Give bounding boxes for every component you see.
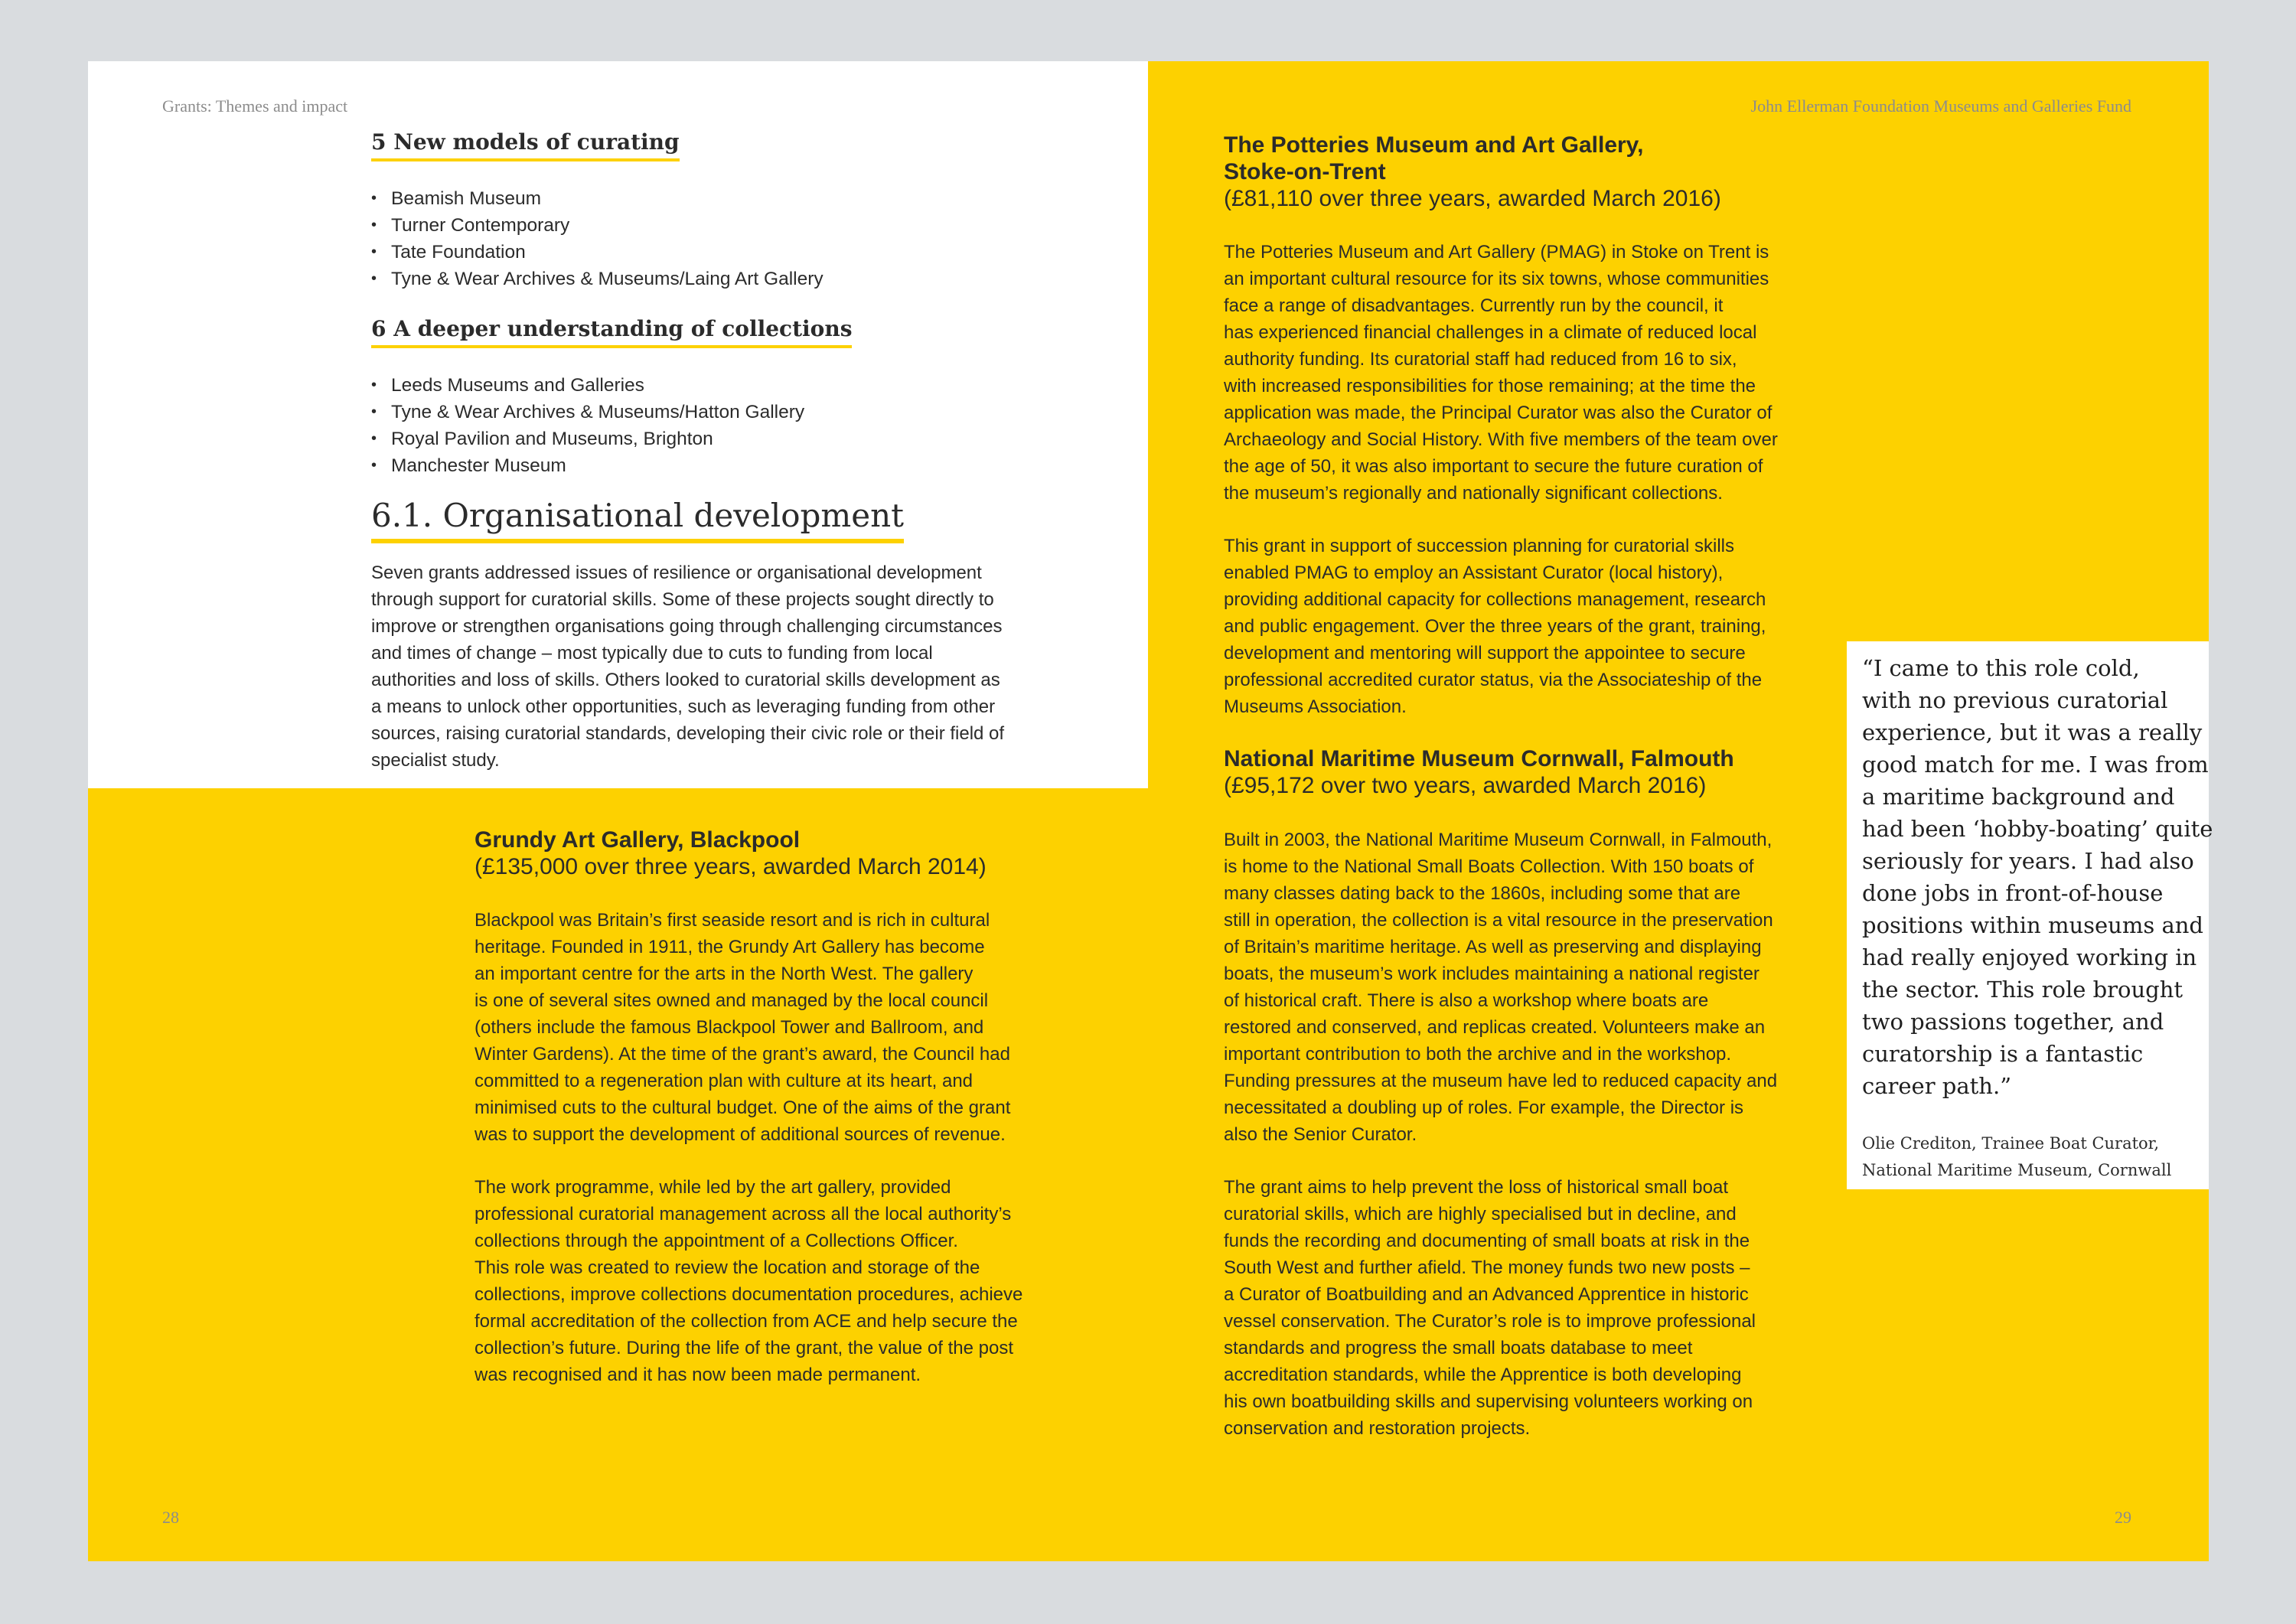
text-line: vessel conservation. The Curator’s role is to improve professional bbox=[1224, 1311, 1756, 1332]
text-line: the sector. This role brought bbox=[1862, 977, 2183, 1003]
text-line: a maritime background and bbox=[1862, 784, 2175, 810]
pull-quote bbox=[1862, 652, 2213, 1102]
grundy-para2 bbox=[475, 1174, 1022, 1388]
text-line: was recognised and it has now been made permanent. bbox=[475, 1365, 921, 1385]
text-line: Archaeology and Social History. With five members of the team over bbox=[1224, 429, 1778, 450]
text-line: restored and conserved, and replicas created. Volunteers make an bbox=[1224, 1017, 1766, 1038]
list-item: • Royal Pavilion and Museums, Brighton bbox=[371, 426, 804, 452]
list-item: • Beamish Museum bbox=[371, 185, 823, 212]
text-line: National Maritime Museum, Cornwall bbox=[1862, 1161, 2172, 1179]
maritime-para1 bbox=[1224, 827, 1777, 1148]
text-line: professional accredited curator status, via the Associateship of the bbox=[1224, 670, 1763, 690]
text-line: This grant in support of succession planning for curatorial skills bbox=[1224, 536, 1734, 556]
text-line: experience, but it was a really bbox=[1862, 719, 2203, 745]
text-line: has experienced financial challenges in a climate of reduced local bbox=[1224, 322, 1757, 343]
text-line: Museums Association. bbox=[1224, 696, 1407, 717]
maritime-amount: (£95,172 over two years, awarded March 2016) bbox=[1224, 773, 1707, 798]
section5-heading: 5 New models of curating bbox=[371, 129, 680, 161]
text-line: standards and progress the small boats database to meet bbox=[1224, 1338, 1693, 1358]
text-line: with no previous curatorial bbox=[1862, 687, 2168, 713]
text-line: good match for me. I was from bbox=[1862, 752, 2209, 778]
text-line: committed to a regeneration plan with culture at its heart, and bbox=[475, 1071, 974, 1091]
right-page-number: 29 bbox=[2115, 1508, 2131, 1527]
text-line: with increased responsibilities for those remaining; at the time the bbox=[1224, 376, 1756, 396]
text-line: an important cultural resource for its six towns, whose communities bbox=[1224, 269, 1769, 289]
text-line: accreditation standards, while the Apprentice is both developing bbox=[1224, 1365, 1742, 1385]
text-line: is one of several sites owned and managed by the local council bbox=[475, 990, 989, 1011]
text-line: enabled PMAG to employ an Assistant Curator (local history), bbox=[1224, 563, 1724, 583]
text-line: conservation and restoration projects. bbox=[1224, 1418, 1531, 1439]
text-line: of historical craft. There is also a workshop where boats are bbox=[1224, 990, 1709, 1011]
quote-attribution bbox=[1862, 1130, 2171, 1184]
text-line: heritage. Founded in 1911, the Grundy Art Gallery has become bbox=[475, 937, 985, 957]
maritime-para2 bbox=[1224, 1174, 1756, 1442]
list-item: • Manchester Museum bbox=[371, 452, 804, 479]
text-line: career path.” bbox=[1862, 1073, 2012, 1099]
text-line: funds the recording and documenting of small boats at risk in the bbox=[1224, 1231, 1750, 1251]
text-line: still in operation, the collection is a vital resource in the preservation bbox=[1224, 910, 1773, 931]
text-line: many classes dating back to the 1860s, including some that are bbox=[1224, 883, 1741, 904]
text-line: This role was created to review the location and storage of the bbox=[475, 1257, 980, 1278]
text-line: The grant aims to help prevent the loss of historical small boat bbox=[1224, 1177, 1728, 1198]
text-line: The Potteries Museum and Art Gallery (PMAG) in Stoke on Trent is bbox=[1224, 242, 1769, 263]
text-line: Funding pressures at the museum have led to reduced capacity and bbox=[1224, 1071, 1778, 1091]
text-line: collections through the appointment of a Collections Officer. bbox=[475, 1231, 958, 1251]
text-line: the museum’s regionally and nationally significant collections. bbox=[1224, 483, 1723, 504]
text-line: Winter Gardens). At the time of the grant’s award, the Council had bbox=[475, 1044, 1010, 1065]
text-line: sources, raising curatorial standards, developing their civic role or their field of bbox=[371, 723, 1005, 744]
text-line: application was made, the Principal Curator was also the Curator of bbox=[1224, 403, 1773, 423]
section6-heading: 6 A deeper understanding of collections bbox=[371, 315, 852, 348]
text-line: positions within museums and bbox=[1862, 912, 2203, 938]
text-line: development and mentoring will support the appointee to secure bbox=[1224, 643, 1746, 664]
grundy-para1 bbox=[475, 907, 1010, 1148]
text-line: two passions together, and bbox=[1862, 1009, 2164, 1035]
text-line: boats, the museum’s work includes maintaining a national register bbox=[1224, 964, 1760, 984]
text-line: also the Senior Curator. bbox=[1224, 1124, 1417, 1145]
list-item: • Leeds Museums and Galleries bbox=[371, 372, 804, 399]
text-line: South West and further afield. The money funds two new posts – bbox=[1224, 1257, 1750, 1278]
org-dev-heading: 6.1. Organisational development bbox=[371, 494, 904, 543]
potteries-title bbox=[1224, 132, 1643, 185]
text-line: (others include the famous Blackpool Tower and Ballroom, and bbox=[475, 1017, 984, 1038]
text-line: the age of 50, it was also important to secure the future curation of bbox=[1224, 456, 1763, 477]
text-line: Stoke-on-Trent bbox=[1224, 159, 1386, 184]
text-line: a means to unlock other opportunities, such as leveraging funding from other bbox=[371, 696, 996, 717]
text-line: and times of change – most typically due to cuts to funding from local bbox=[371, 643, 933, 664]
text-line: collections, improve collections documentation procedures, achieve bbox=[475, 1284, 1023, 1305]
text-line: an important centre for the arts in the North West. The gallery bbox=[475, 964, 974, 984]
potteries-para1 bbox=[1224, 239, 1778, 507]
text-line: had been ‘hobby-boating’ quite bbox=[1862, 816, 2213, 842]
text-line: was to support the development of additional sources of revenue. bbox=[475, 1124, 1006, 1145]
text-line: important contribution to both the archive and in the workshop. bbox=[1224, 1044, 1732, 1065]
text-line: curatorial skills, which are highly specialised but in decline, and bbox=[1224, 1204, 1737, 1225]
text-line: authority funding. Its curatorial staff had reduced from 16 to six, bbox=[1224, 349, 1737, 370]
text-line: a Curator of Boatbuilding and an Advanced Apprentice in historic bbox=[1224, 1284, 1749, 1305]
text-line: authorities and loss of skills. Others looked to curatorial skills development as bbox=[371, 670, 1000, 690]
grundy-amount: (£135,000 over three years, awarded March 2014) bbox=[475, 854, 987, 879]
text-line: and public engagement. Over the three years of the grant, training, bbox=[1224, 616, 1766, 637]
text-line: “I came to this role cold, bbox=[1862, 655, 2140, 681]
text-line: collection’s future. During the life of the grant, the value of the post bbox=[475, 1338, 1013, 1358]
text-line: providing additional capacity for collections management, research bbox=[1224, 589, 1766, 610]
text-line: curatorship is a fantastic bbox=[1862, 1041, 2144, 1067]
list-item: • Tyne & Wear Archives & Museums/Laing Art Gallery bbox=[371, 266, 823, 292]
text-line: his own boatbuilding skills and supervising volunteers working on bbox=[1224, 1391, 1753, 1412]
text-line: seriously for years. I had also bbox=[1862, 848, 2194, 874]
list-item: • Tate Foundation bbox=[371, 239, 823, 266]
text-line: done jobs in front-of-house bbox=[1862, 880, 2164, 906]
list-item: • Tyne & Wear Archives & Museums/Hatton Gallery bbox=[371, 399, 804, 426]
text-line: The work programme, while led by the art gallery, provided bbox=[475, 1177, 951, 1198]
text-line: Seven grants addressed issues of resilience or organisational development bbox=[371, 563, 982, 583]
org-dev-body bbox=[371, 559, 1004, 774]
text-line: had really enjoyed working in bbox=[1862, 944, 2197, 970]
text-line: Built in 2003, the National Maritime Museum Cornwall, in Falmouth, bbox=[1224, 830, 1773, 850]
grundy-title: Grundy Art Gallery, Blackpool bbox=[475, 827, 801, 853]
text-line: face a range of disadvantages. Currently run by the council, it bbox=[1224, 295, 1724, 316]
text-line: specialist study. bbox=[371, 750, 500, 771]
text-line: necessitated a doubling up of roles. For example, the Director is bbox=[1224, 1097, 1744, 1118]
section6-list bbox=[371, 372, 804, 479]
text-line: The Potteries Museum and Art Gallery, bbox=[1224, 132, 1644, 158]
text-line: through support for curatorial skills. Some of these projects sought directly to bbox=[371, 589, 994, 610]
right-running-head: John Ellerman Foundation Museums and Galleries Fund bbox=[1750, 96, 2131, 116]
potteries-amount: (£81,110 over three years, awarded March 2016) bbox=[1224, 186, 1721, 211]
list-item: • Turner Contemporary bbox=[371, 212, 823, 239]
text-line: minimised cuts to the cultural budget. One of the aims of the grant bbox=[475, 1097, 1011, 1118]
text-line: Blackpool was Britain’s first seaside resort and is rich in cultural bbox=[475, 910, 990, 931]
left-running-head: Grants: Themes and impact bbox=[162, 96, 348, 116]
text-line: of Britain’s maritime heritage. As well as preserving and displaying bbox=[1224, 937, 1762, 957]
section5-list bbox=[371, 185, 823, 292]
potteries-para2 bbox=[1224, 533, 1766, 720]
text-line: is home to the National Small Boats Collection. With 150 boats of bbox=[1224, 856, 1754, 877]
text-line: improve or strengthen organisations going through challenging circumstances bbox=[371, 616, 1003, 637]
text-line: formal accreditation of the collection from ACE and help secure the bbox=[475, 1311, 1018, 1332]
left-page-number: 28 bbox=[162, 1508, 179, 1527]
text-line: professional curatorial management across all the local authority’s bbox=[475, 1204, 1012, 1225]
text-line: Olie Crediton, Trainee Boat Curator, bbox=[1862, 1134, 2160, 1153]
maritime-title: National Maritime Museum Cornwall, Falmouth bbox=[1224, 746, 1734, 771]
